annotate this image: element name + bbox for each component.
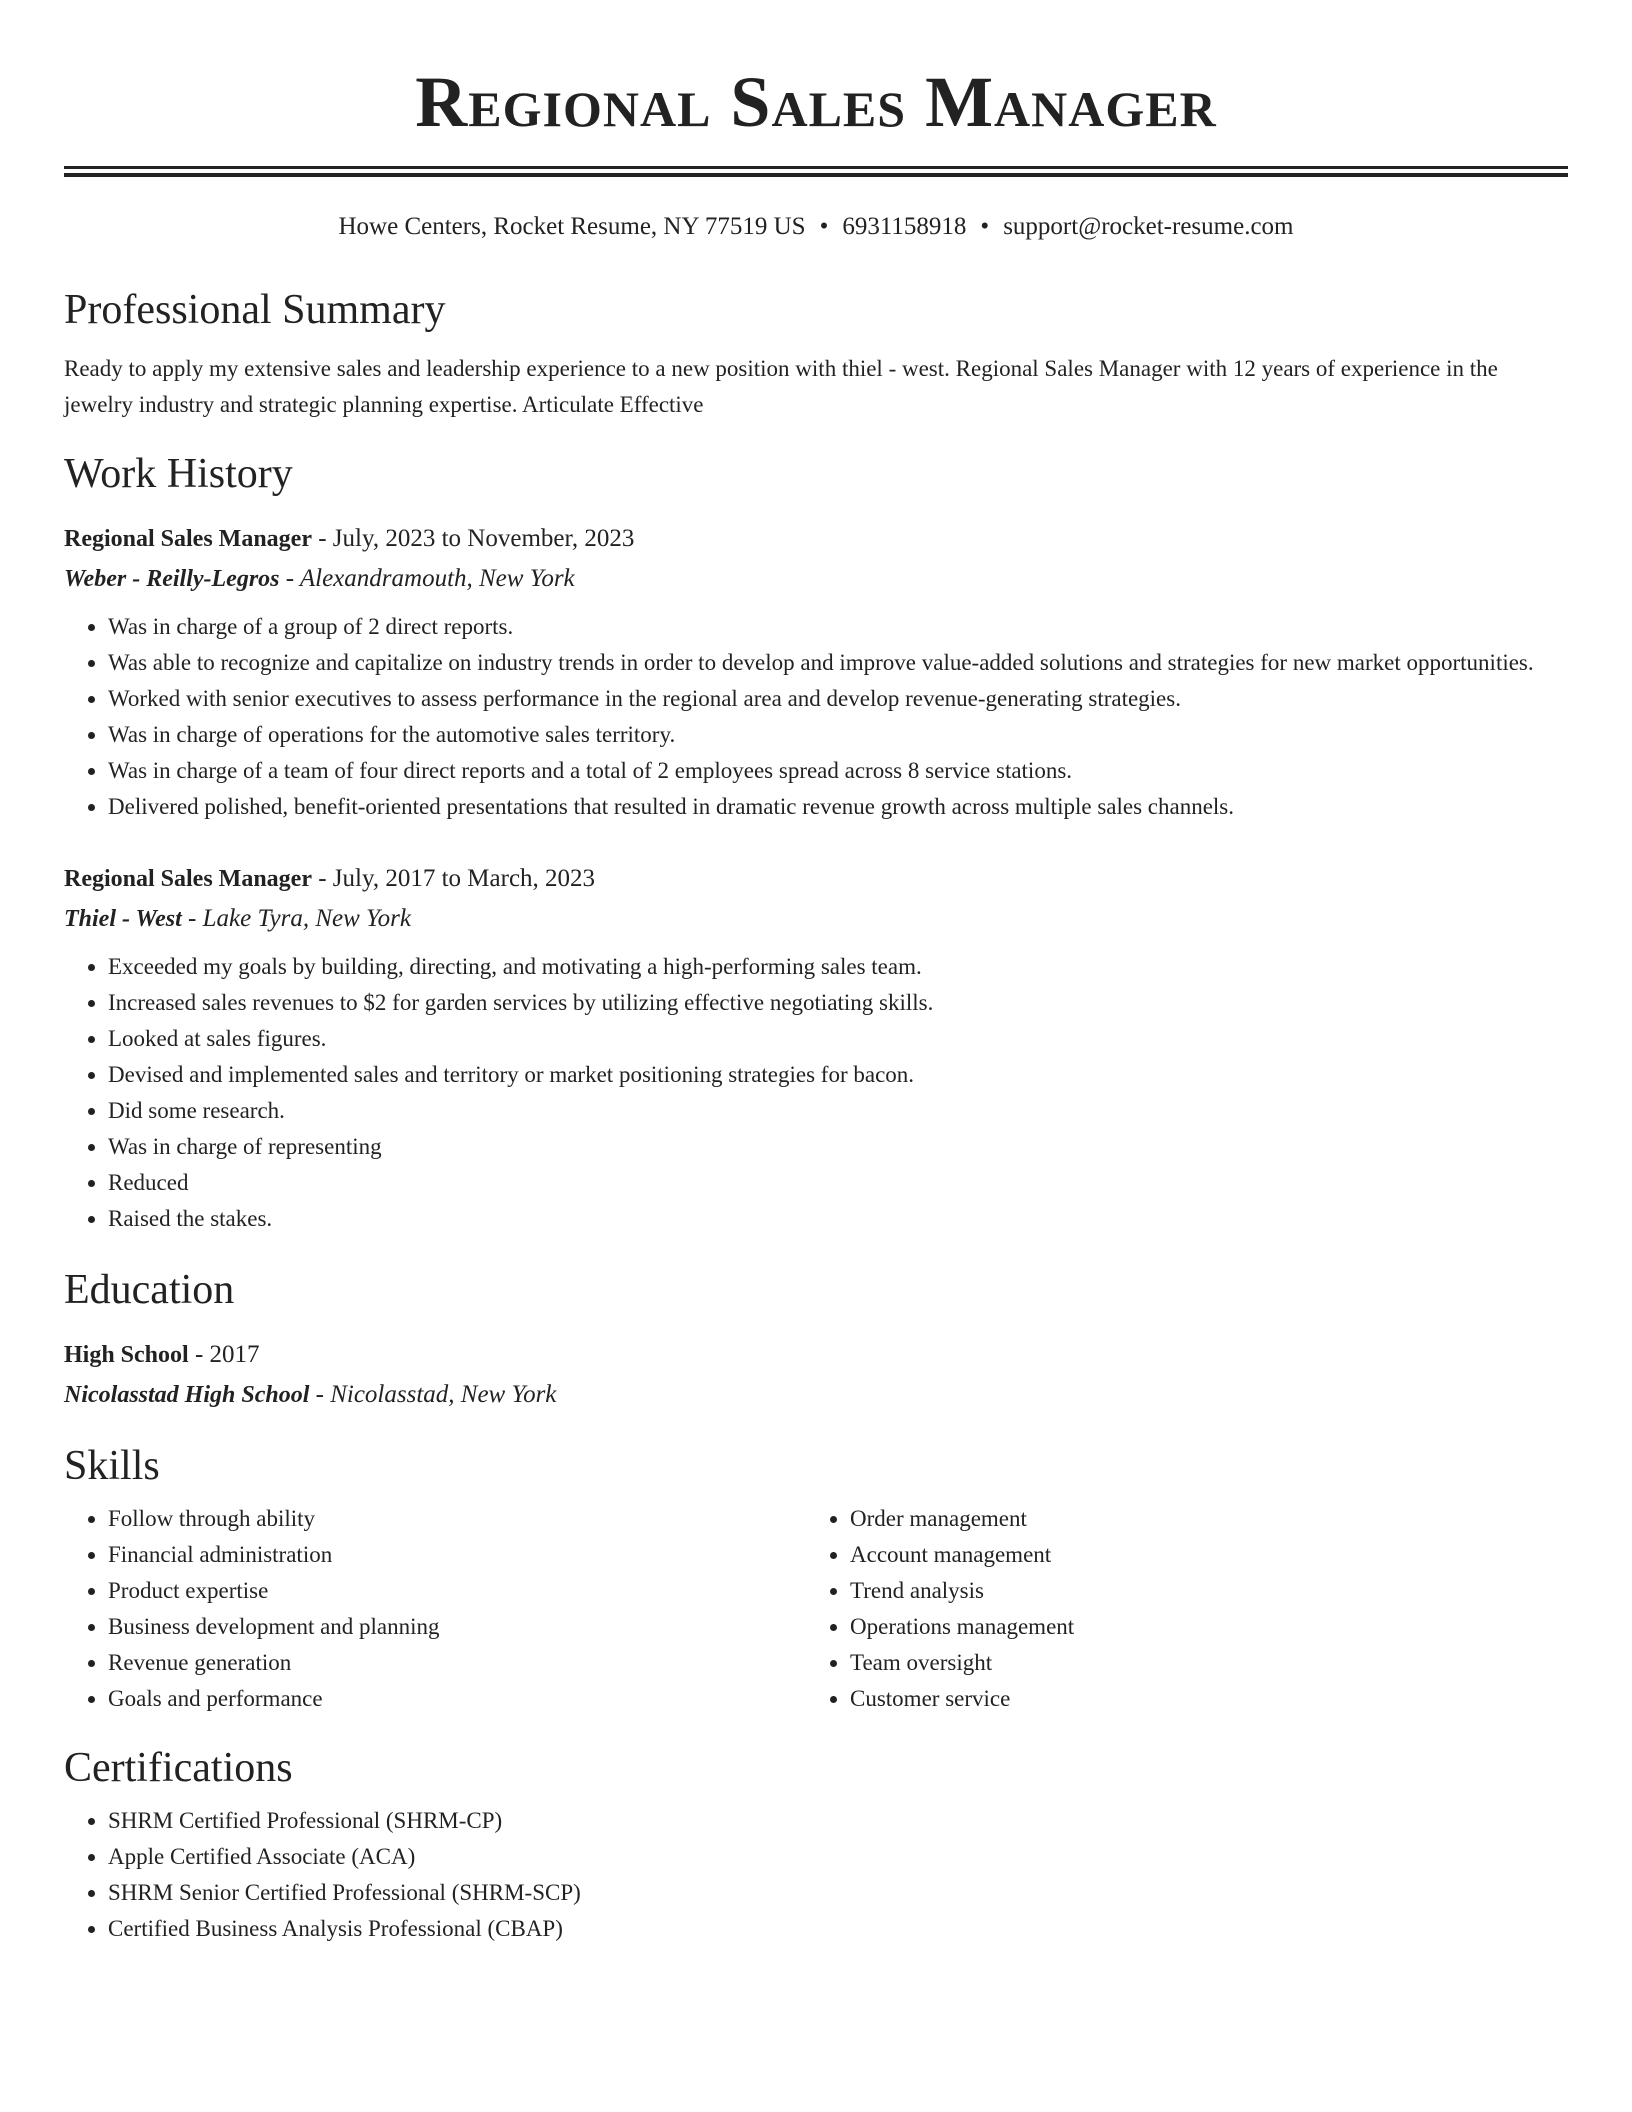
job-bullet-list: [64, 949, 1568, 1237]
resume-name-title: Regional Sales Manager: [415, 62, 1217, 142]
education-year: - 2017: [188, 1341, 260, 1368]
job-location: - Lake Tyra, New York: [181, 905, 411, 932]
job-bullet: • Looked at sales figures.: [108, 1021, 1568, 1057]
contact-email: support@rocket-resume.com: [1003, 213, 1294, 240]
job-bullet: • Delivered polished, benefit-oriented presentations that resulted in dramatic revenue growth across multiple sales channels.: [108, 789, 1568, 825]
job-bullet: • Was in charge of operations for the automotive sales territory.: [108, 717, 1568, 753]
skills-list-right: [806, 1501, 1548, 1717]
job-bullet: • Increased sales revenues to $2 for garden services by utilizing effective negotiating skills.: [108, 985, 1568, 1021]
certifications-list: [64, 1803, 1568, 1947]
certification-item: • SHRM Certified Professional (SHRM-CP): [108, 1803, 1568, 1839]
job-company-line: [64, 899, 1568, 939]
skill-item: • Order management: [850, 1501, 1548, 1537]
education-degree: High School: [64, 1342, 189, 1368]
skills-list-left: [64, 1501, 806, 1717]
education-degree-line: [64, 1335, 1568, 1375]
resume-page: [64, 0, 1568, 1947]
skill-item: • Account management: [850, 1537, 1548, 1573]
education-location: - Nicolasstad, New York: [309, 1381, 557, 1408]
job-bullet: • Exceeded my goals by building, directing, and motivating a high-performing sales team.: [108, 949, 1568, 985]
job-bullet: • Was in charge of a team of four direct reports and a total of 2 employees spread across 8 service stations.: [108, 753, 1568, 789]
skill-item: • Revenue generation: [108, 1645, 806, 1681]
contact-line: [64, 211, 1568, 243]
job-bullet: • Was in charge of representing: [108, 1129, 1568, 1165]
skill-item: • Trend analysis: [850, 1573, 1548, 1609]
education-school-line: [64, 1375, 1568, 1415]
summary-heading: Professional Summary: [64, 287, 446, 333]
job-dates: - July, 2017 to March, 2023: [311, 865, 596, 892]
certification-item: • Certified Business Analysis Professional (CBAP): [108, 1911, 1568, 1947]
job-entry: [64, 859, 1568, 1237]
education-school: Nicolasstad High School: [64, 1382, 310, 1408]
skill-item: • Goals and performance: [108, 1681, 806, 1717]
job-entry: [64, 519, 1568, 825]
job-role: Regional Sales Manager: [64, 866, 312, 892]
skill-item: • Business development and planning: [108, 1609, 806, 1645]
job-location: - Alexandramouth, New York: [279, 565, 575, 592]
job-bullet: • Was in charge of a group of 2 direct reports.: [108, 609, 1568, 645]
certification-item: • SHRM Senior Certified Professional (SHRM-SCP): [108, 1875, 1568, 1911]
job-company: Thiel - West: [64, 906, 182, 932]
skill-item: • Product expertise: [108, 1573, 806, 1609]
job-bullet: • Devised and implemented sales and territory or market positioning strategies for bacon.: [108, 1057, 1568, 1093]
job-role: Regional Sales Manager: [64, 526, 312, 552]
contact-separator: •: [819, 213, 829, 240]
work-history-heading: Work History: [64, 451, 293, 497]
job-bullet: • Did some research.: [108, 1093, 1568, 1129]
contact-phone: 6931158918: [842, 213, 967, 240]
job-bullet: • Worked with senior executives to assess performance in the regional area and develop revenue-generating strategies.: [108, 681, 1568, 717]
job-title-line: [64, 859, 1568, 899]
skill-item: • Financial administration: [108, 1537, 806, 1573]
skill-item: • Team oversight: [850, 1645, 1548, 1681]
job-title-line: [64, 519, 1568, 559]
contact-address: Howe Centers, Rocket Resume, NY 77519 US: [338, 213, 806, 240]
job-bullet: • Reduced: [108, 1165, 1568, 1201]
skills-grid: [64, 1501, 1568, 1717]
education-entry: [64, 1335, 1568, 1415]
skills-heading: Skills: [64, 1443, 160, 1489]
contact-separator: •: [980, 213, 990, 240]
education-heading: Education: [64, 1267, 235, 1313]
summary-text: Ready to apply my extensive sales and leadership experience to a new position with thiel - west. Regional Sales Manager with 12 years of experience in the jewelry industry and strategic planning expertise. Articulate Effective: [64, 356, 1498, 417]
skill-item: • Customer service: [850, 1681, 1548, 1717]
skill-item: • Operations management: [850, 1609, 1548, 1645]
header-double-rule: [64, 166, 1568, 177]
job-bullet-list: [64, 609, 1568, 825]
skill-item: • Follow through ability: [108, 1501, 806, 1537]
certification-item: • Apple Certified Associate (ACA): [108, 1839, 1568, 1875]
job-bullet: • Was able to recognize and capitalize on industry trends in order to develop and improve value-added solutions and strategies for new market opportunities.: [108, 645, 1568, 681]
job-company-line: [64, 559, 1568, 599]
job-dates: - July, 2023 to November, 2023: [311, 525, 635, 552]
job-bullet: • Raised the stakes.: [108, 1201, 1568, 1237]
certifications-heading: Certifications: [64, 1745, 293, 1791]
job-company: Weber - Reilly-Legros: [64, 566, 280, 592]
